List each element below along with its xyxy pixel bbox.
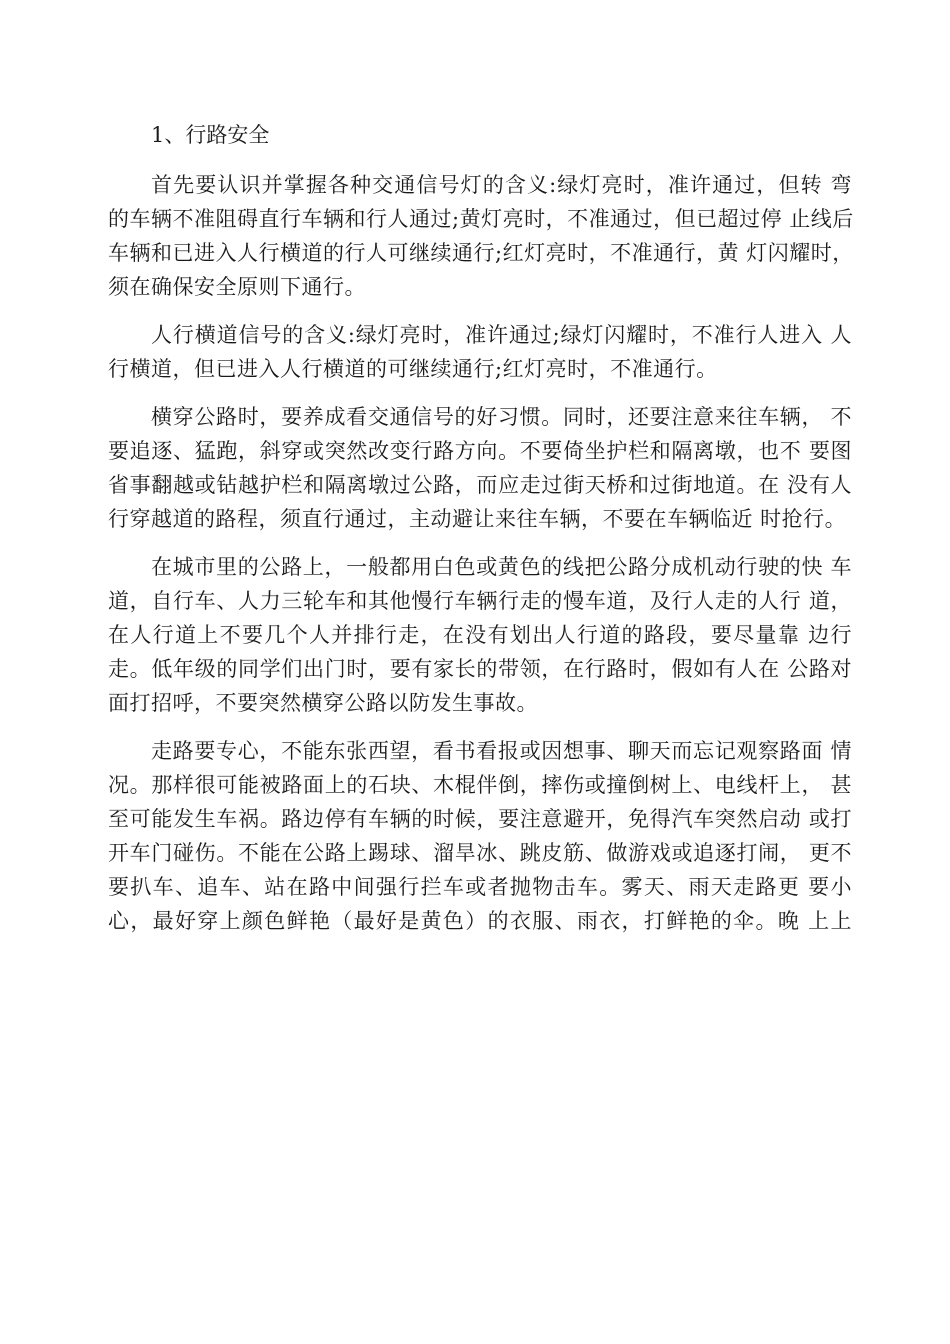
text-line: 道，自行车、人力三轮车和其他慢行车辆行走的慢车道，及行人走的人行 道， bbox=[108, 589, 852, 613]
text-line: 走。低年级的同学们出门时，要有家长的带领，在行路时，假如有人在 公路对 bbox=[108, 657, 852, 681]
text-line: 在人行道上不要几个人并排行走，在没有划出人行道的路段，要尽量靠 边行 bbox=[108, 623, 852, 647]
text-line: 车辆和已进入人行横道的行人可继续通行;红灯亮时，不准通行，黄 灯闪耀时， bbox=[108, 241, 854, 265]
text-line: 须在确保安全原则下通行。 bbox=[108, 275, 366, 299]
text-line: 至可能发生车祸。路边停有车辆的时候，要注意避开，免得汽车突然启动 或打 bbox=[108, 807, 852, 831]
text-line: 走路要专心，不能东张西望，看书看报或因想事、聊天而忘记观察路面 情 bbox=[151, 739, 852, 763]
section-heading: 1、行路安全 bbox=[151, 123, 270, 147]
text-line: 的车辆不准阻碍直行车辆和行人通过;黄灯亮时，不准通过，但已超过停 止线后 bbox=[108, 207, 854, 231]
text-line: 人行横道信号的含义:绿灯亮时，准许通过;绿灯闪耀时，不准行人进入 人 bbox=[151, 323, 852, 347]
paragraph-crosswalk-signals bbox=[108, 318, 852, 386]
paragraph-walk-attentively bbox=[108, 734, 852, 938]
text-line: 省事翻越或钻越护栏和隔离墩过公路，而应走过街天桥和过街地道。在 没有人 bbox=[108, 473, 852, 497]
text-line: 行穿越道的路程，须直行通过，主动避让来往车辆，不要在车辆临近 时抢行。 bbox=[108, 507, 847, 531]
text-line: 行横道，但已进入人行横道的可继续通行;红灯亮时，不准通行。 bbox=[108, 357, 718, 381]
text-line: 面打招呼，不要突然横穿公路以防发生事故。 bbox=[108, 691, 538, 715]
text-line: 在城市里的公路上，一般都用白色或黄色的线把公路分成机动行驶的快 车 bbox=[151, 555, 852, 579]
text-line: 要扒车、追车、站在路中间强行拦车或者抛物击车。雾天、雨天走路更 要小 bbox=[108, 875, 852, 899]
text-line: 要追逐、猛跑，斜穿或突然改变行路方向。不要倚坐护栏和隔离墩，也不 要图 bbox=[108, 439, 852, 463]
paragraph-traffic-lights bbox=[108, 168, 852, 304]
text-line: 横穿公路时，要养成看交通信号的好习惯。同时，还要注意来往车辆， 不 bbox=[151, 405, 852, 429]
text-line: 心，最好穿上颜色鲜艳（最好是黄色）的衣服、雨衣，打鲜艳的伞。晚 上上 bbox=[108, 909, 852, 933]
paragraph-city-lanes bbox=[108, 550, 852, 720]
paragraph-crossing-road bbox=[108, 400, 852, 536]
text-line: 开车门碰伤。不能在公路上踢球、溜旱冰、跳皮筋、做游戏或追逐打闹， 更不 bbox=[108, 841, 852, 865]
text-line: 况。那样很可能被路面上的石块、木棍伴倒，摔伤或撞倒树上、电线杆上， 甚 bbox=[108, 773, 852, 797]
text-line: 首先要认识并掌握各种交通信号灯的含义:绿灯亮时，准许通过，但转 弯 bbox=[151, 173, 852, 197]
document-page bbox=[108, 118, 852, 938]
